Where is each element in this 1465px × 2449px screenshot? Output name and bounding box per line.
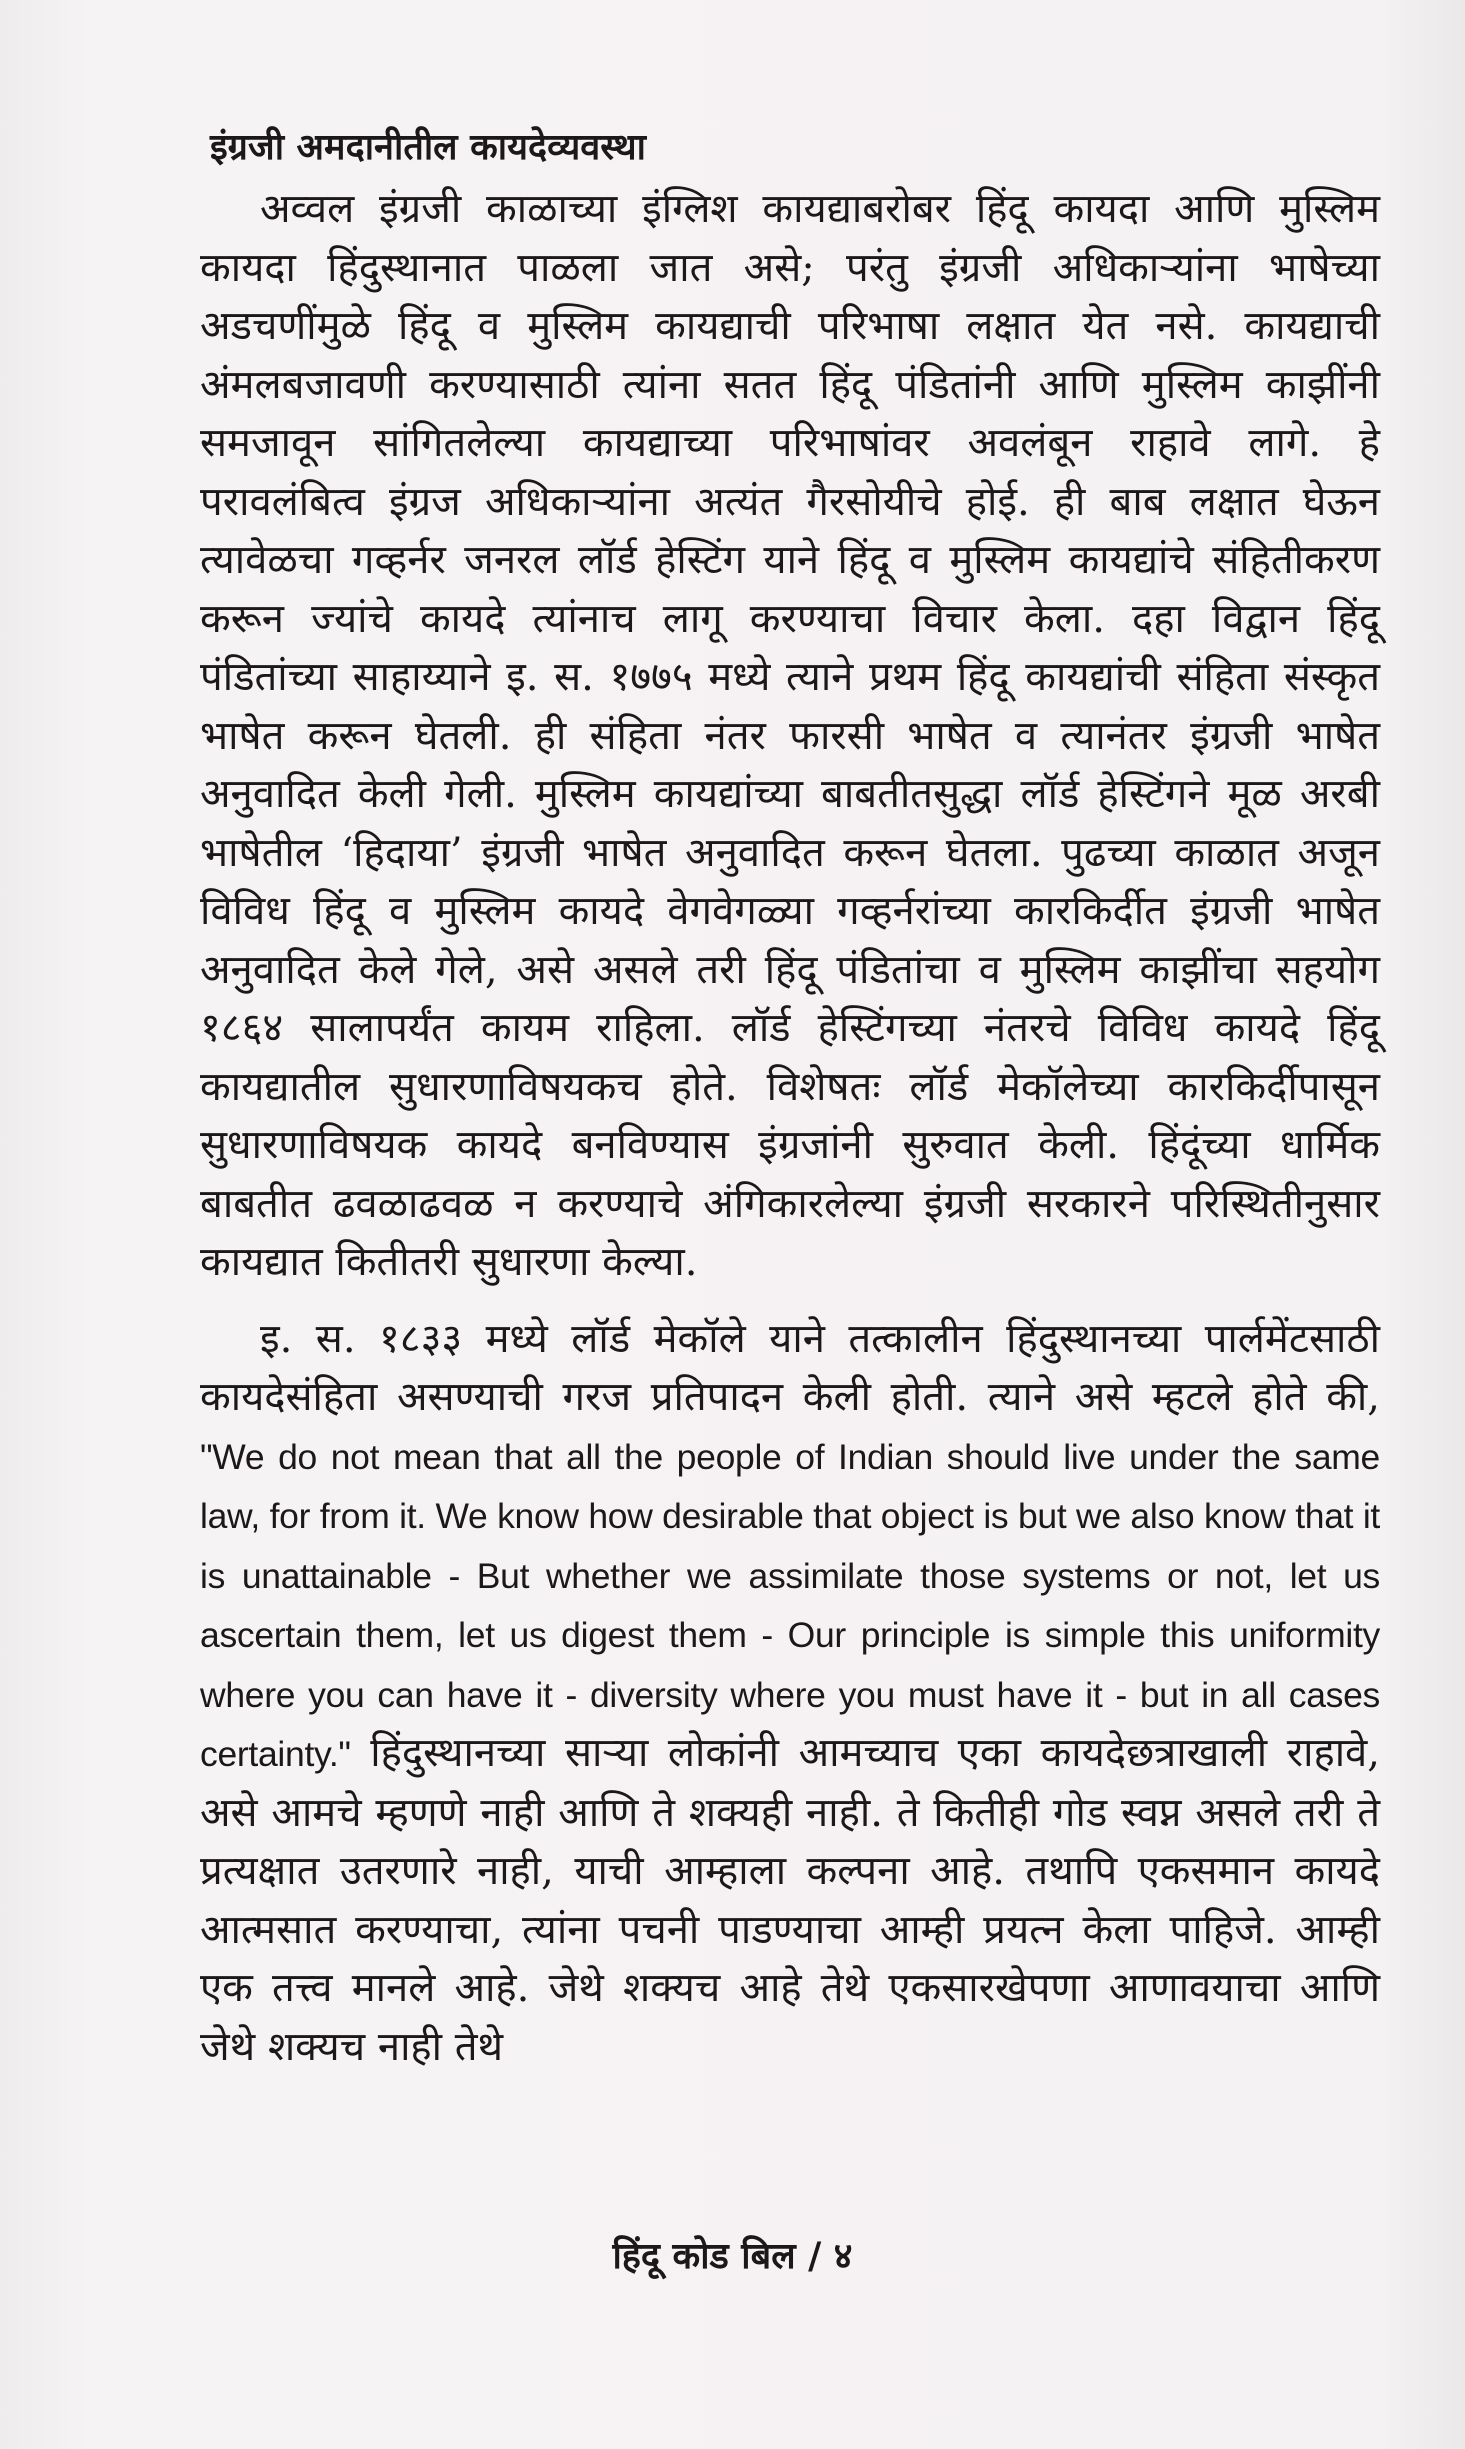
macaulay-quote: "We do not mean that all the people of Indian should live under the same law, for from it. We know how desirable that object is but we also know that it is unattainable - But whether we assimilate those systems or not, let us ascertain them, let us digest them - Our principle is simple this uniformity where you can have it - diversity where you must have it - but in all cases certainty." <box>200 1436 1380 1774</box>
page-footer: हिंदू कोड बिल / ४ <box>612 2235 853 2277</box>
paragraph-1: अव्वल इंग्रजी काळाच्या इंग्लिश कायद्याबरोबर हिंदू कायदा आणि मुस्लिम कायदा हिंदुस्थानात पाळला जात असे; परंतु इंग्रजी अधिकाऱ्यांना भाषेच्या अडचणींमुळे हिंदू व मुस्लिम कायद्याची परिभाषा लक्षात येत नसे. कायद्याची अंमलबजावणी करण्यासाठी त्यांना सतत हिंदू पंडितांनी आणि मुस्लिम काझींनी समजावून सांगितलेल्या कायद्याच्या परिभाषांवर अवलंबून राहावे लागे. हे परावलंबित्व इंग्रज अधिकाऱ्यांना अत्यंत गैरसोयीचे होई. ही बाब लक्षात घेऊन त्यावेळचा गव्हर्नर जनरल लॉर्ड हेस्टिंग याने हिंदू व मुस्लिम कायद्यांचे संहितीकरण करून ज्यांचे कायदे त्यांनाच लागू करण्याचा विचार केला. दहा विद्वान हिंदू पंडितांच्या साहाय्याने इ. स. १७७५ मध्ये त्याने प्रथम हिंदू कायद्यांची संहिता संस्कृत भाषेत करून घेतली. ही संहिता नंतर फारसी भाषेत व त्यानंतर इंग्रजी भाषेत अनुवादित केली गेली. मुस्लिम कायद्यांच्या बाबतीतसुद्धा लॉर्ड हेस्टिंगने मूळ अरबी भाषेतील ‘हिदाया’ इंग्रजी भाषेत अनुवादित करून घेतला. पुढच्या काळात अजून विविध हिंदू व मुस्लिम कायदे वेगवेगळ्या गव्हर्नरांच्या कारकिर्दीत इंग्रजी भाषेत अनुवादित केले गेले, असे असले तरी हिंदू पंडितांचा व मुस्लिम काझींचा सहयोग १८६४ सालापर्यंत कायम राहिला. लॉर्ड हेस्टिंगच्या नंतरचे विविध कायदे हिंदू कायद्यातील सुधारणाविषयकच होते. विशेषतः लॉर्ड मेकॉलेच्या कारकिर्दीपासून सुधारणाविषयक कायदे बनविण्यास इंग्रजांनी सुरुवात केली. हिंदूंच्या धार्मिक बाबतीत ढवळाढवळ न करण्याचे अंगिकारलेल्या इंग्रजी सरकारने परिस्थितीनुसार कायद्यात कितीतरी सुधारणा केल्या. <box>200 186 1380 1285</box>
paragraph-2-intro: इ. स. १८३३ मध्ये लॉर्ड मेकॉले याने तत्कालीन हिंदुस्थानच्या पार्लमेंटसाठी कायदेसंहिता असण्याची गरज प्रतिपादन केली होती. त्याने असे म्हटले होते की, <box>200 1315 1380 1420</box>
page-body <box>200 118 1380 2076</box>
paragraph-2 <box>200 1310 1380 2077</box>
section-heading: इंग्रजी अमदानीतील कायदेव्यवस्था <box>210 126 646 168</box>
paragraph-2-rest: हिंदुस्थानच्या साऱ्या लोकांनी आमच्याच एका कायदेछत्राखाली राहावे, असे आमचे म्हणणे नाही आणि ते शक्यही नाही. ते कितीही गोड स्वप्न असले तरी ते प्रत्यक्षात उतरणारे नाही, याची आम्हाला कल्पना आहे. तथापि एकसमान कायदे आत्मसात करण्याचा, त्यांना पचनी पाडण्याचा आम्ही प्रयत्न केला पाहिजे. आम्ही एक तत्त्व मानले आहे. जेथे शक्यच आहे तेथे एकसारखेपणा आणावयाचा आणि जेथे शक्यच नाही तेथे <box>200 1730 1381 2070</box>
